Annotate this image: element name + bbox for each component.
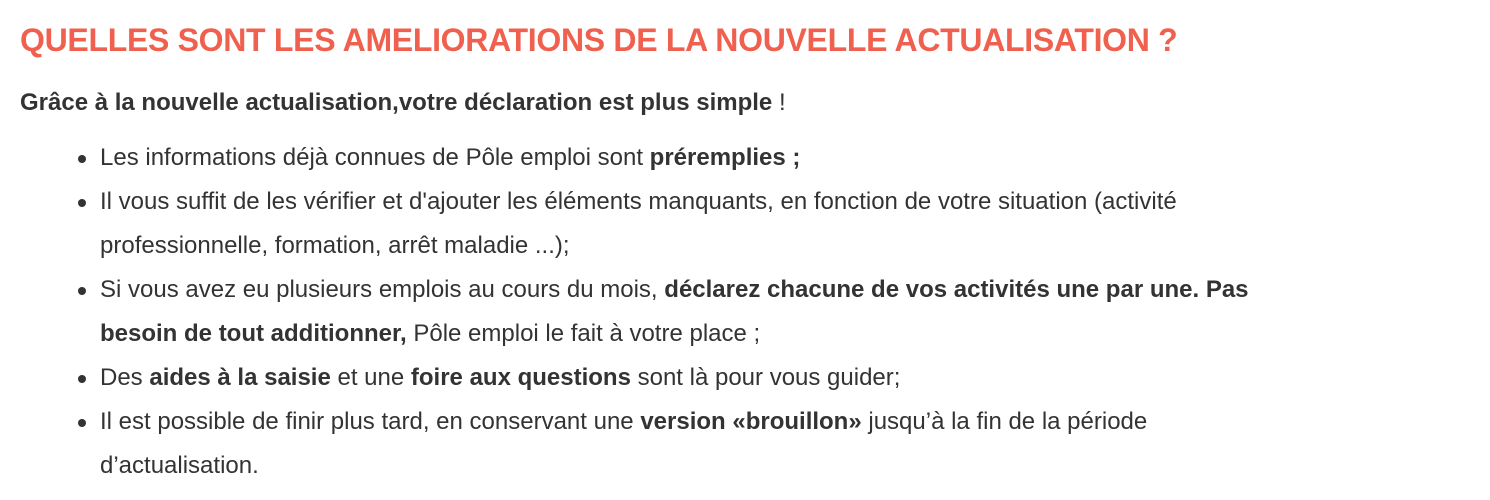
list-item-text: Il est possible de finir plus tard, en conservant une <box>100 408 641 435</box>
list-item-text: professionnelle, formation, arrêt maladie ...); <box>100 232 570 259</box>
intro-bold-text: Grâce à la nouvelle actualisation,votre déclaration est plus simple <box>20 89 773 116</box>
list-item-text: et une <box>330 364 411 391</box>
bullet-icon <box>78 155 86 163</box>
list-item-bold-text: aides à la saisie <box>149 364 331 391</box>
bullet-icon <box>78 419 86 427</box>
list-item-bold-text: déclarez chacune de vos activités une par une. Pas <box>664 276 1249 303</box>
list-item-bold-text: version «brouillon» <box>640 408 862 435</box>
intro-paragraph <box>20 86 1470 120</box>
list-item-bold-text: besoin de tout additionner, <box>100 320 407 347</box>
list-item <box>100 136 1470 180</box>
list-item-line <box>100 400 1470 444</box>
bullet-icon <box>78 375 86 383</box>
improvements-list <box>20 136 1470 488</box>
list-item-line <box>100 356 1470 400</box>
list-item-text: d’actualisation. <box>100 452 259 479</box>
list-item-text: sont là pour vous guider; <box>630 364 901 391</box>
intro-ending: ! <box>772 89 786 116</box>
list-item-line <box>100 312 1470 356</box>
list-item-line <box>100 224 1470 268</box>
list-item-text: Il vous suffit de les vérifier et d'ajouter les éléments manquants, en fonction de votre situation (activité <box>100 188 1177 215</box>
list-item-line <box>100 180 1470 224</box>
list-item-line <box>100 136 1470 180</box>
bullet-icon <box>78 287 86 295</box>
list-item <box>100 400 1470 488</box>
section-heading: QUELLES SONT LES AMELIORATIONS DE LA NOUVELLE ACTUALISATION ? <box>20 22 1178 58</box>
list-item-bold-text: foire aux questions <box>410 364 631 391</box>
list-item-line <box>100 444 1470 488</box>
list-item-text: Pôle emploi le fait à votre place ; <box>406 320 761 347</box>
list-item <box>100 356 1470 400</box>
list-item-bold-text: préremplies ; <box>649 144 801 171</box>
list-item <box>100 268 1470 356</box>
list-item-text: Des <box>100 364 150 391</box>
list-item-text: Si vous avez eu plusieurs emplois au cours du mois, <box>100 276 665 303</box>
list-item-line <box>100 268 1470 312</box>
bullet-icon <box>78 199 86 207</box>
list-item-text: Les informations déjà connues de Pôle emploi sont <box>100 144 650 171</box>
list-item-text: jusqu’à la fin de la période <box>861 408 1148 435</box>
list-item <box>100 180 1470 268</box>
